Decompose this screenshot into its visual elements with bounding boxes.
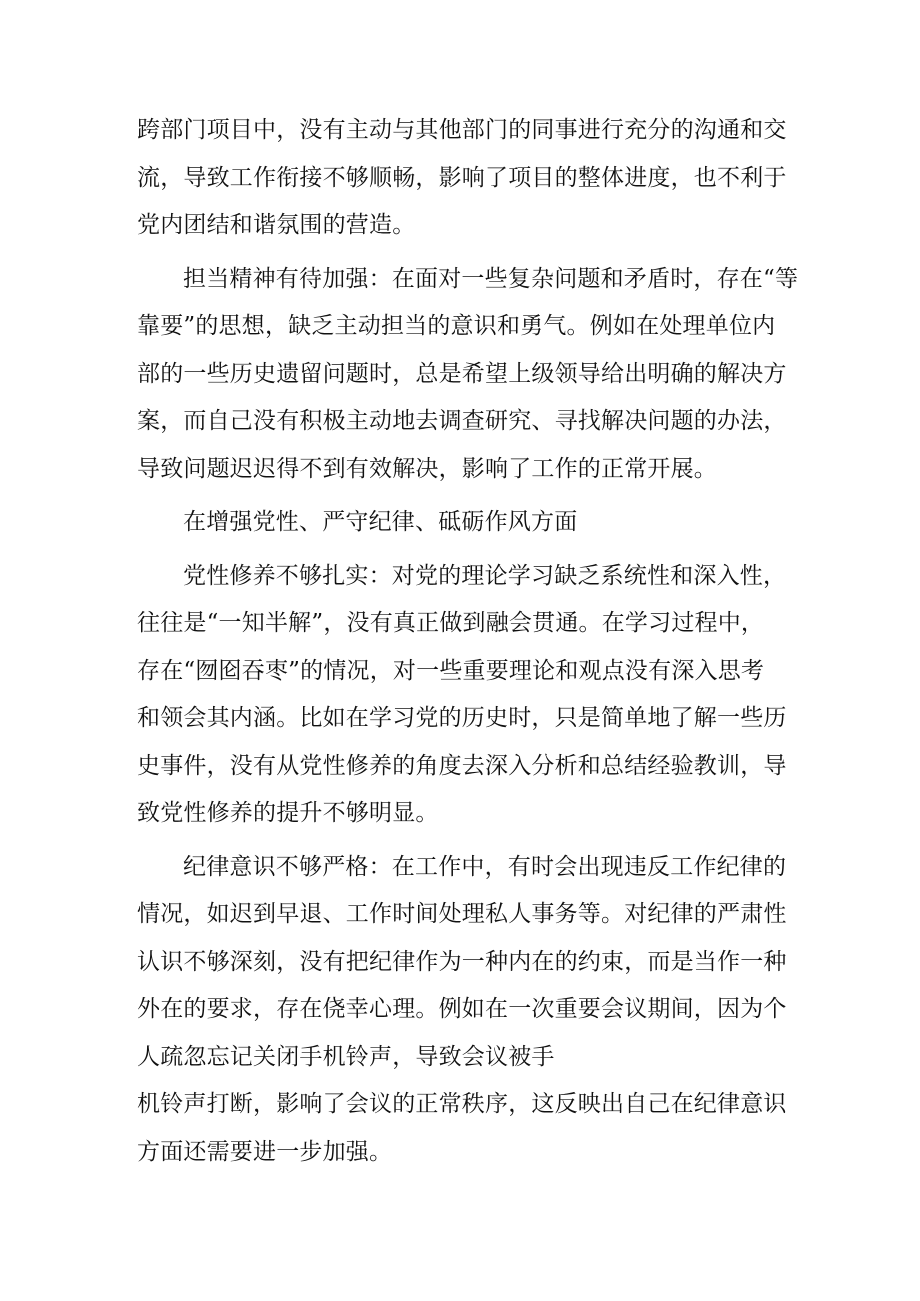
paragraph-line: 机铃声打断，影响了会议的正常秩序，这反映出自己在纪律意识 <box>137 1091 787 1117</box>
paragraph-line: 部的一些历史遗留问题时，总是希望上级领导给出明确的解决方 <box>137 360 787 387</box>
paragraph-line: 致党性修养的提升不够明显。 <box>137 800 439 826</box>
paragraph-line: 外在的要求，存在侥幸心理。例如在一次重要会议期间，因为个 <box>137 996 787 1022</box>
paragraph-line: 史事件，没有从党性修养的角度去深入分析和总结经验教训，导 <box>137 752 787 779</box>
paragraph-line: 认识不够深刻，没有把纪律作为一种内在的约束，而是当作一种 <box>137 948 787 975</box>
paragraph-line: 往往是“一知半解”，没有真正做到融会贯通。在学习过程中， <box>137 610 765 636</box>
section-heading: 在增强党性、严守纪律、砥砺作风方面 <box>183 509 578 535</box>
paragraph-line: 纪律意识不够严格：在工作中，有时会出现违反工作纪律的 <box>183 853 787 880</box>
paragraph-line: 担当精神有待加强：在面对一些复杂问题和矛盾时，存在“等 <box>183 265 799 292</box>
paragraph-line: 情况，如迟到早退、工作时间处理私人事务等。对纪律的严肃性 <box>137 901 787 927</box>
document-body <box>137 107 797 1176</box>
paragraph-line: 存在“囫囵吞枣”的情况，对一些重要理论和观点没有深入思考 <box>137 657 765 684</box>
paragraph-line: 人疏忽忘记关闭手机铃声，导致会议被手 <box>137 1043 555 1070</box>
paragraph-line: 导致问题迟迟得不到有效解决，影响了工作的正常开展。 <box>137 455 717 482</box>
paragraph-line: 党内团结和谐氛围的营造。 <box>137 212 416 238</box>
paragraph-line: 靠要”的思想，缺乏主动担当的意识和勇气。例如在处理单位内 <box>137 313 776 339</box>
paragraph-line: 跨部门项目中，没有主动与其他部门的同事进行充分的沟通和交 <box>137 117 787 143</box>
paragraph-line: 流，导致工作衔接不够顺畅，影响了项目的整体进度，也不利于 <box>137 164 787 191</box>
paragraph-line: 党性修养不够扎实：对党的理论学习缺乏系统性和深入性， <box>183 562 787 589</box>
paragraph-line: 和领会其内涵。比如在学习党的历史时，只是简单地了解一些历 <box>137 705 787 731</box>
paragraph-line: 案，而自己没有积极主动地去调查研究、寻找解决问题的办法， <box>137 408 787 434</box>
paragraph-line: 方面还需要进一步加强。 <box>137 1138 393 1165</box>
